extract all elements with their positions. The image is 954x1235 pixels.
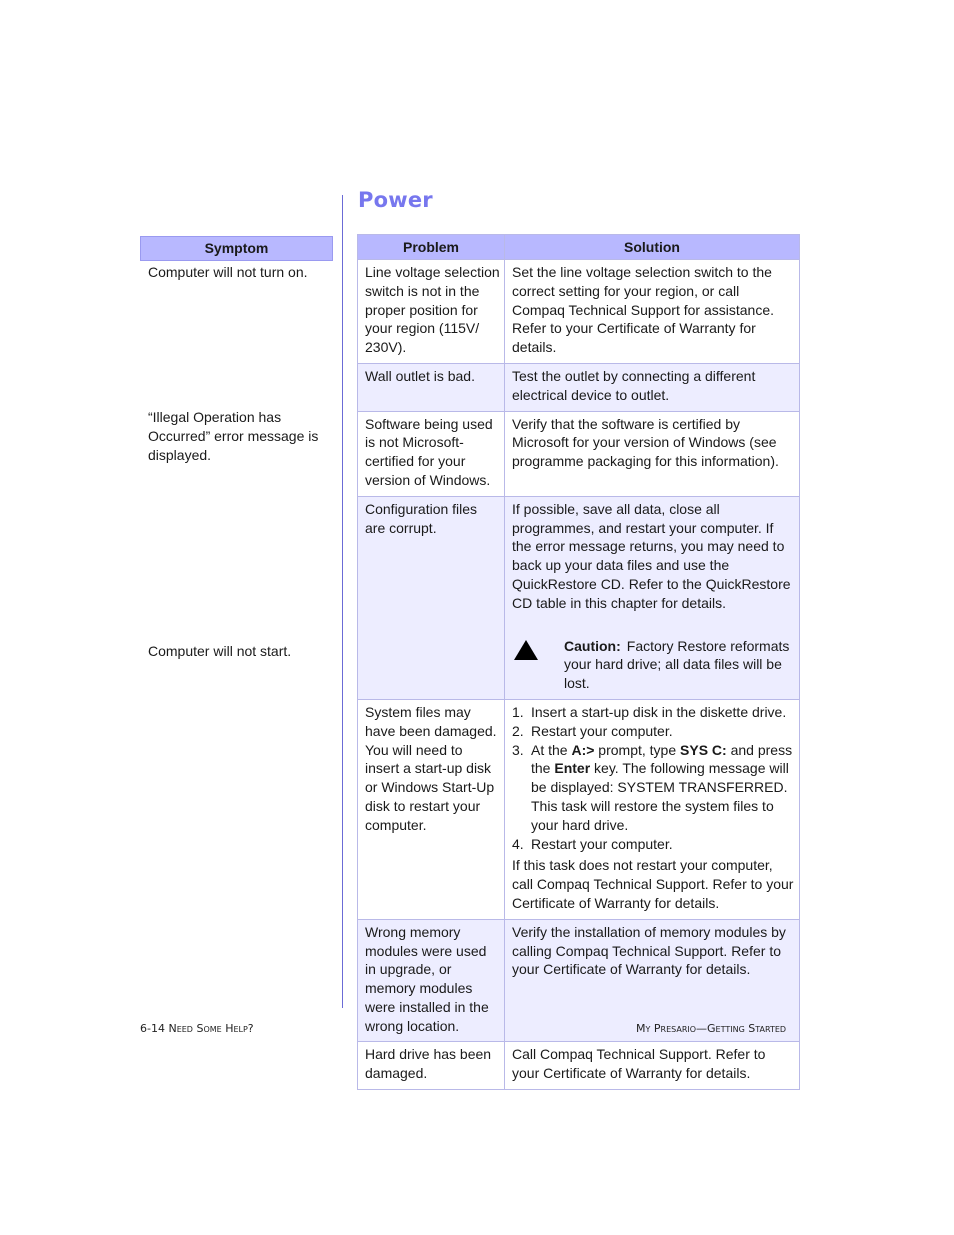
step-number: 4. bbox=[512, 835, 524, 852]
solution-cell: Test the outlet by connecting a different electrical device to outlet. bbox=[505, 363, 800, 411]
table-row bbox=[358, 260, 800, 364]
solution-column-header: Solution bbox=[505, 235, 800, 260]
step-text: and press the bbox=[531, 741, 793, 777]
caution-note bbox=[512, 637, 795, 693]
symptom-will-not-start: Computer will not start. bbox=[148, 643, 292, 659]
solution-cell: Set the line voltage selection switch to the correct setting for your region, or call Compaq Technical Support for assistance. Refer to your Certificate of Warranty for details. bbox=[505, 260, 800, 364]
solution-steps bbox=[512, 703, 795, 853]
table-header-row bbox=[358, 235, 800, 260]
solution-cell: Verify that the software is certified by Microsoft for your version of Windows (see programme packaging for this information). bbox=[505, 411, 800, 496]
list-item bbox=[512, 835, 795, 854]
problem-cell: Hard drive has been damaged. bbox=[358, 1042, 505, 1090]
table-row bbox=[358, 1042, 800, 1090]
solution-cell bbox=[505, 496, 800, 699]
problem-cell: System files may have been damaged. You will need to insert a start-up disk or Windows Start-Up disk to restart your computer. bbox=[358, 699, 505, 919]
table-row bbox=[358, 699, 800, 919]
step-number: 2. bbox=[512, 722, 524, 739]
list-item bbox=[512, 703, 795, 722]
problem-cell: Configuration files are corrupt. bbox=[358, 496, 505, 699]
step-text: prompt, type bbox=[594, 741, 681, 758]
key-name: Enter bbox=[554, 760, 591, 777]
footer-book-title: My Presario—Getting Started bbox=[636, 1022, 787, 1035]
solution-cell bbox=[505, 699, 800, 919]
step-number: 3. bbox=[512, 741, 524, 758]
prompt-text: A:> bbox=[571, 741, 595, 758]
step-text: key. The following message will be displayed: SYSTEM TRANSFERRED. This task will restore the system files to your hard drive. bbox=[531, 760, 789, 833]
caution-text: Factory Restore reformats your hard drive; all data files will be lost. bbox=[564, 637, 790, 692]
list-item bbox=[512, 722, 795, 741]
table-row bbox=[358, 411, 800, 496]
step-text: Restart your computer. bbox=[531, 835, 673, 852]
list-item bbox=[512, 741, 795, 835]
troubleshooting-table bbox=[357, 234, 800, 1090]
solution-followup: If this task does not restart your computer, call Compaq Technical Support. Refer to your Certificate of Warranty for details. bbox=[512, 857, 794, 911]
symptom-column-header: Symptom bbox=[140, 236, 333, 261]
section-title: Power bbox=[358, 188, 433, 212]
solution-cell: Verify the installation of memory modules by calling Compaq Technical Support. Refer to your Certificate of Warranty for details. bbox=[505, 919, 800, 1042]
step-text: Restart your computer. bbox=[531, 722, 673, 739]
warning-triangle-icon bbox=[514, 640, 538, 660]
problem-column-header: Problem bbox=[358, 235, 505, 260]
step-number: 1. bbox=[512, 703, 524, 720]
symptom-no-power: Computer will not turn on. bbox=[148, 264, 308, 280]
symptom-illegal-operation: “Illegal Operation has Occurred” error message is displayed. bbox=[148, 409, 319, 463]
command-text: SYS C: bbox=[680, 741, 727, 758]
table-row bbox=[358, 496, 800, 699]
step-text: Insert a start-up disk in the diskette drive. bbox=[531, 703, 787, 720]
solution-text: If possible, save all data, close all programmes, and restart your computer. If the error message returns, you may need to back up your data files and use the QuickRestore CD. Refer to the QuickRestore CD table in this chapter for details. bbox=[512, 500, 791, 611]
step-text: At the bbox=[531, 741, 572, 758]
table-row bbox=[358, 363, 800, 411]
problem-cell: Wrong memory modules were used in upgrade, or memory modules were installed in the wrong location. bbox=[358, 919, 505, 1042]
caution-label: Caution: bbox=[564, 637, 621, 654]
problem-cell: Software being used is not Microsoft-certified for your version of Windows. bbox=[358, 411, 505, 496]
solution-cell: Call Compaq Technical Support. Refer to your Certificate of Warranty for details. bbox=[505, 1042, 800, 1090]
column-divider-line bbox=[342, 195, 343, 1008]
problem-cell: Wall outlet is bad. bbox=[358, 363, 505, 411]
problem-cell: Line voltage selection switch is not in the proper position for your region (115V/ 230V). bbox=[358, 260, 505, 364]
footer-page-label: 6-14 Need Some Help? bbox=[140, 1022, 254, 1035]
